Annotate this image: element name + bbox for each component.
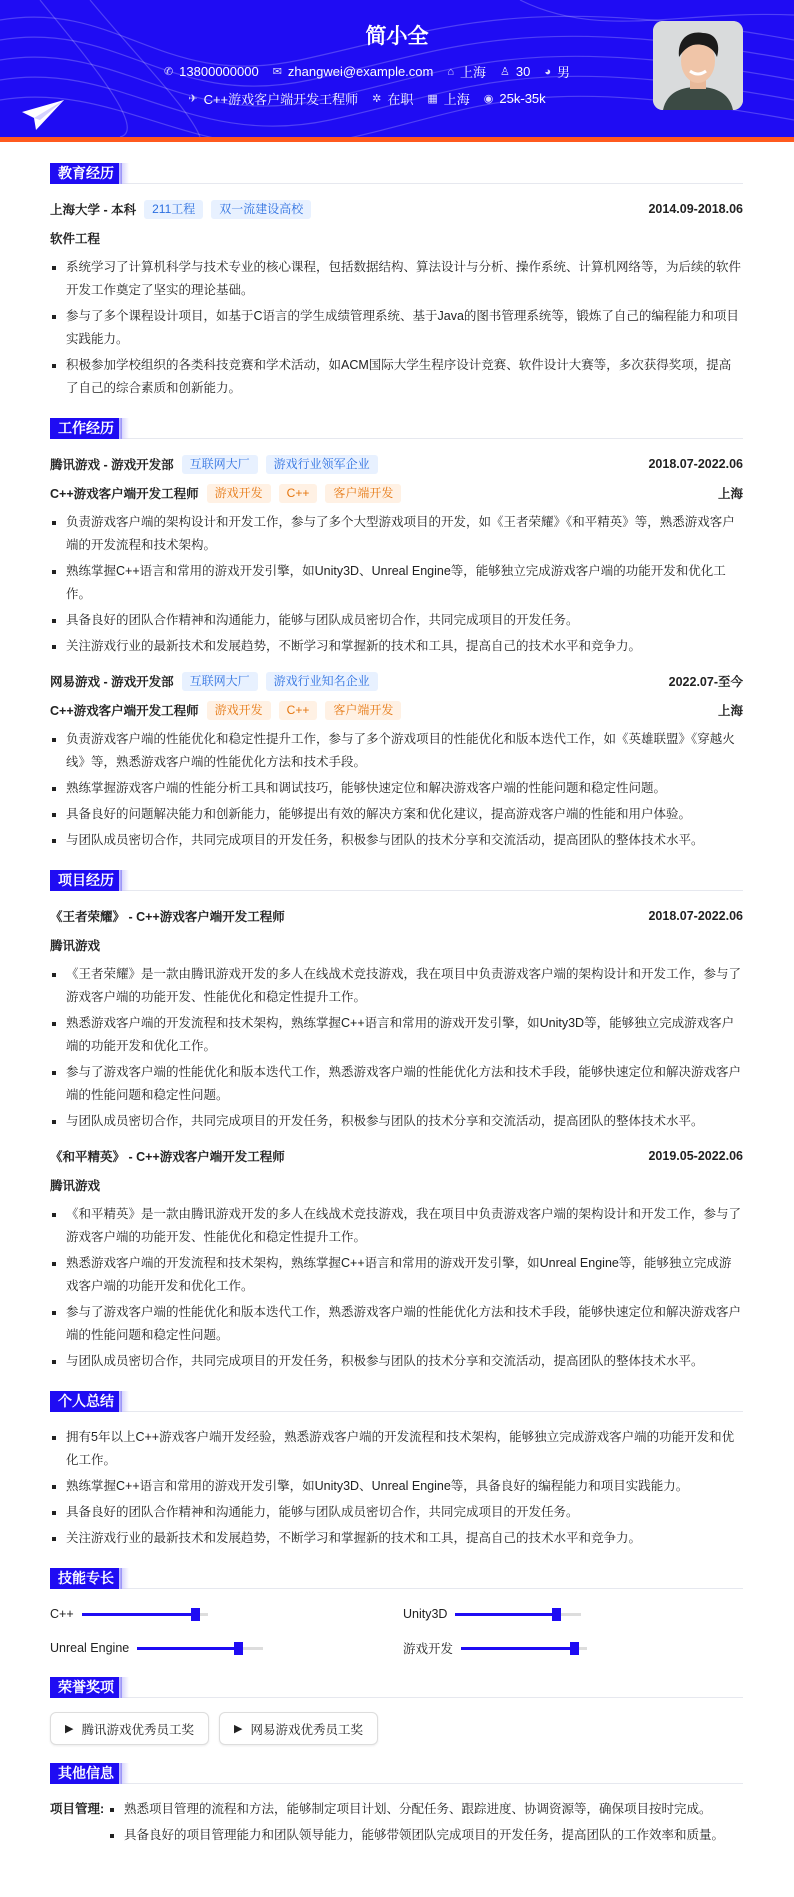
skill-level-bar xyxy=(82,1613,208,1616)
info-item xyxy=(372,89,413,108)
home-icon: ⌂ xyxy=(447,65,455,78)
project-header xyxy=(50,1145,743,1167)
company-tag: 游戏行业知名企业 xyxy=(266,672,378,691)
major: 软件工程 xyxy=(50,232,101,246)
skills-grid xyxy=(50,1603,743,1659)
info-item xyxy=(164,62,259,81)
project-org: 腾讯游戏 xyxy=(50,939,101,953)
skill-tag: 客户端开发 xyxy=(325,484,401,503)
company-tag: 互联网大厂 xyxy=(182,672,258,691)
skill-item xyxy=(403,1603,743,1625)
section-title: 教育经历 xyxy=(50,163,122,184)
candidate-name: 简小全 xyxy=(365,25,429,48)
skill-level-fill xyxy=(455,1613,556,1616)
bullet-item: 参与了游戏客户端的性能优化和版本迭代工作，熟悉游戏客户端的性能优化方法和技术手段，能够快速定位和解决游戏客户端的性能问题和稳定性问题。 xyxy=(50,1061,743,1107)
work-date: 2018.07-2022.06 xyxy=(648,457,743,471)
bullet-list xyxy=(50,728,743,852)
section-education xyxy=(50,163,743,400)
skill-item xyxy=(50,1603,403,1625)
bullet-item: 参与了多个课程设计项目，如基于C语言的学生成绩管理系统、基于Java的图书管理系统等，锻炼了自己的编程能力和项目实践能力。 xyxy=(50,305,743,351)
section-title: 荣誉奖项 xyxy=(50,1677,122,1698)
section-title: 技能专长 xyxy=(50,1568,122,1589)
bullet-item: 与团队成员密切合作，共同完成项目的开发任务，积极参与团队的技术分享和交流活动，提高团队的整体技术水平。 xyxy=(50,1350,743,1373)
info-item xyxy=(500,62,530,81)
mail-icon: ✉ xyxy=(272,66,282,78)
section-title: 项目经历 xyxy=(50,870,122,891)
company-tag: 游戏行业领军企业 xyxy=(266,455,378,474)
education-header xyxy=(50,198,743,220)
work-entry xyxy=(50,453,743,658)
info-text: 13800000000 xyxy=(179,64,259,79)
other-info-content xyxy=(108,1798,743,1850)
project-title: 《王者荣耀》 - C++游戏客户端开发工程师 xyxy=(50,910,285,924)
info-text: 25k-35k xyxy=(499,91,546,106)
info-text: zhangwei@example.com xyxy=(287,64,434,79)
bullet-item: 具备良好的项目管理能力和团队领导能力，能够带领团队完成项目的开发任务，提高团队的工作效率和质量。 xyxy=(108,1824,743,1847)
role-row xyxy=(50,482,743,504)
skill-level-knob xyxy=(552,1608,561,1621)
company-tag: 互联网大厂 xyxy=(182,455,258,474)
info-text: 上海 xyxy=(443,92,470,107)
section-title-decoration xyxy=(119,1763,129,1784)
section-title-decoration xyxy=(119,418,129,439)
salary-icon: ◉ xyxy=(483,93,494,105)
award-item[interactable] xyxy=(219,1712,378,1745)
job-role: C++游戏客户端开发工程师 xyxy=(50,704,199,718)
bullet-item: 熟练掌握C++语言和常用的游戏开发引擎，如Unity3D、Unreal Engine等，能够独立完成游戏客户端的功能开发和优化工作。 xyxy=(50,560,743,606)
skill-tag: 游戏开发 xyxy=(207,701,271,720)
skill-level-bar xyxy=(455,1613,581,1616)
skill-item xyxy=(403,1637,743,1659)
skill-tag: C++ xyxy=(279,484,318,503)
major-row xyxy=(50,227,743,249)
bullet-item: 积极参加学校组织的各类科技竞赛和学术活动，如ACM国际大学生程序设计竞赛、软件设计大赛等，多次获得奖项，提高了自己的综合素质和创新能力。 xyxy=(50,354,743,400)
skill-item xyxy=(50,1637,403,1659)
skill-name: Unreal Engine xyxy=(50,1641,130,1655)
skill-level-knob xyxy=(191,1608,200,1621)
project-header xyxy=(50,905,743,927)
project-org-row xyxy=(50,934,743,956)
award-item[interactable] xyxy=(50,1712,209,1745)
bullet-item: 熟练掌握C++语言和常用的游戏开发引擎，如Unity3D、Unreal Engine等，具备良好的编程能力和项目实践能力。 xyxy=(50,1475,743,1498)
work-city: 上海 xyxy=(717,487,743,501)
skill-name: 游戏开发 xyxy=(403,1642,454,1656)
info-text: C++游戏客户端开发工程师 xyxy=(203,92,359,107)
info-text: 在职 xyxy=(387,92,414,107)
resume-body xyxy=(50,163,743,1868)
skill-level-fill xyxy=(461,1647,574,1650)
skill-name: C++ xyxy=(50,1607,74,1621)
section-projects xyxy=(50,870,743,1373)
bullet-list xyxy=(50,511,743,658)
bullet-item: 具备良好的团队合作精神和沟通能力，能够与团队成员密切合作，共同完成项目的开发任务。 xyxy=(50,609,743,632)
section-title-decoration xyxy=(119,163,129,184)
company-name: 腾讯游戏 - 游戏开发部 xyxy=(50,458,174,472)
section-work xyxy=(50,418,743,852)
bullet-list xyxy=(50,1203,743,1373)
skill-level-bar xyxy=(461,1647,587,1650)
project-org-row xyxy=(50,1174,743,1196)
info-item xyxy=(484,89,546,108)
skill-level-fill xyxy=(137,1647,238,1650)
send-icon: ✈ xyxy=(188,93,198,105)
bullet-item: 系统学习了计算机科学与技术专业的核心课程，包括数据结构、算法设计与分析、操作系统、计算机网络等，为后续的软件开发工作奠定了坚实的理论基础。 xyxy=(50,256,743,302)
section-header xyxy=(50,1391,743,1412)
section-header xyxy=(50,870,743,891)
info-item xyxy=(447,62,486,81)
info-item xyxy=(427,89,469,108)
bullet-item: 负责游戏客户端的性能优化和稳定性提升工作，参与了多个游戏项目的性能优化和版本迭代工作，如《英雄联盟》《穿越火线》等，熟悉游戏客户端的性能优化方法和技术手段。 xyxy=(50,728,743,774)
section-title-decoration xyxy=(119,1391,129,1412)
job-role: C++游戏客户端开发工程师 xyxy=(50,487,199,501)
bullet-item: 熟悉游戏客户端的开发流程和技术架构，熟练掌握C++语言和常用的游戏开发引擎，如Unity3D等，能够独立完成游戏客户端的功能开发和优化工作。 xyxy=(50,1012,743,1058)
project-org: 腾讯游戏 xyxy=(50,1179,101,1193)
building-icon: ▦ xyxy=(427,93,438,105)
bullet-item: 熟悉项目管理的流程和方法，能够制定项目计划、分配任务、跟踪进度、协调资源等，确保项目按时完成。 xyxy=(108,1798,743,1821)
section-skills xyxy=(50,1568,743,1659)
skill-tag: C++ xyxy=(279,701,318,720)
work-header xyxy=(50,670,743,692)
bullet-item: 熟练掌握游戏客户端的性能分析工具和调试技巧，能够快速定位和解决游戏客户端的性能问题和稳定性问题。 xyxy=(50,777,743,800)
play-triangle-icon: ▶ xyxy=(233,1723,243,1735)
education-date: 2014.09-2018.06 xyxy=(648,202,743,216)
avatar xyxy=(653,21,743,110)
project-date: 2018.07-2022.06 xyxy=(648,909,743,923)
bullet-list xyxy=(108,1798,743,1847)
work-date: 2022.07-至今 xyxy=(668,675,743,689)
section-title: 其他信息 xyxy=(50,1763,122,1784)
awards-list xyxy=(50,1712,743,1745)
info-item xyxy=(273,62,434,81)
company-name: 网易游戏 - 游戏开发部 xyxy=(50,675,174,689)
info-text: 上海 xyxy=(460,65,487,80)
school-tag: 双一流建设高校 xyxy=(211,200,311,219)
section-header xyxy=(50,418,743,439)
school-tag: 211工程 xyxy=(144,200,203,219)
skill-name: Unity3D xyxy=(403,1607,448,1621)
award-name: 网易游戏优秀员工奖 xyxy=(250,1722,363,1737)
section-title: 工作经历 xyxy=(50,418,122,439)
education-entry xyxy=(50,198,743,400)
age-icon: ♙ xyxy=(500,66,510,78)
skill-level-knob xyxy=(570,1642,579,1655)
section-header xyxy=(50,1677,743,1698)
section-header xyxy=(50,1568,743,1589)
project-date: 2019.05-2022.06 xyxy=(648,1149,743,1163)
info-text: 30 xyxy=(515,64,531,79)
section-title: 个人总结 xyxy=(50,1391,122,1412)
status-icon: ✲ xyxy=(372,93,382,105)
role-row xyxy=(50,699,743,721)
other-info-row xyxy=(50,1798,743,1850)
skill-level-fill xyxy=(82,1613,195,1616)
bullet-item: 具备良好的问题解决能力和创新能力，能够提出有效的解决方案和优化建议，提高游戏客户端的性能和用户体验。 xyxy=(50,803,743,826)
bullet-item: 熟悉游戏客户端的开发流程和技术架构，熟练掌握C++语言和常用的游戏开发引擎，如Unreal Engine等，能够独立完成游戏客户端的功能开发和优化工作。 xyxy=(50,1252,743,1298)
project-entry xyxy=(50,1145,743,1373)
bullet-item: 《王者荣耀》是一款由腾讯游戏开发的多人在线战术竞技游戏，我在项目中负责游戏客户端的架构设计和开发工作，参与了游戏客户端的功能开发、性能优化和稳定性提升工作。 xyxy=(50,963,743,1009)
bullet-item: 参与了游戏客户端的性能优化和版本迭代工作，熟悉游戏客户端的性能优化方法和技术手段，能够快速定位和解决游戏客户端的性能问题和稳定性问题。 xyxy=(50,1301,743,1347)
work-city: 上海 xyxy=(717,704,743,718)
section-header xyxy=(50,1763,743,1784)
bullet-list xyxy=(50,256,743,400)
bullet-item: 与团队成员密切合作，共同完成项目的开发任务，积极参与团队的技术分享和交流活动，提高团队的整体技术水平。 xyxy=(50,1110,743,1133)
project-entry xyxy=(50,905,743,1133)
skill-level-knob xyxy=(234,1642,243,1655)
section-awards xyxy=(50,1677,743,1745)
section-title-decoration xyxy=(119,1568,129,1589)
resume-header xyxy=(0,0,794,137)
info-item xyxy=(544,62,570,81)
section-other xyxy=(50,1763,743,1850)
section-header xyxy=(50,163,743,184)
play-triangle-icon: ▶ xyxy=(65,1723,74,1735)
paper-plane-icon xyxy=(22,100,64,130)
bullet-item: 《和平精英》是一款由腾讯游戏开发的多人在线战术竞技游戏，我在项目中负责游戏客户端的架构设计和开发工作，参与了游戏客户端的功能开发、性能优化和稳定性提升工作。 xyxy=(50,1203,743,1249)
bullet-item: 具备良好的团队合作精神和沟通能力，能够与团队成员密切合作，共同完成项目的开发任务。 xyxy=(50,1501,743,1524)
bullet-item: 与团队成员密切合作，共同完成项目的开发任务，积极参与团队的技术分享和交流活动，提高团队的整体技术水平。 xyxy=(50,829,743,852)
bullet-item: 关注游戏行业的最新技术和发展趋势，不断学习和掌握新的技术和工具，提高自己的技术水平和竞争力。 xyxy=(50,1527,743,1550)
skill-level-bar xyxy=(137,1647,263,1650)
other-info-label: 项目管理: xyxy=(50,1802,105,1816)
section-summary xyxy=(50,1391,743,1550)
project-title: 《和平精英》 - C++游戏客户端开发工程师 xyxy=(50,1150,285,1164)
section-title-decoration xyxy=(119,1677,129,1698)
work-header xyxy=(50,453,743,475)
bullet-list xyxy=(50,1426,743,1550)
work-entry xyxy=(50,670,743,852)
section-title-decoration xyxy=(119,870,129,891)
accent-divider xyxy=(0,137,794,142)
school-name: 上海大学 - 本科 xyxy=(50,203,137,217)
award-name: 腾讯游戏优秀员工奖 xyxy=(81,1722,194,1737)
bullet-item: 负责游戏客户端的架构设计和开发工作，参与了多个大型游戏项目的开发，如《王者荣耀》《和平精英》等，熟悉游戏客户端的开发流程和技术架构。 xyxy=(50,511,743,557)
bullet-list xyxy=(50,963,743,1133)
bullet-item: 拥有5年以上C++游戏客户端开发经验，熟悉游戏客户端的开发流程和技术架构，能够独立完成游戏客户端的功能开发和优化工作。 xyxy=(50,1426,743,1472)
skill-tag: 游戏开发 xyxy=(207,484,271,503)
phone-icon: ✆ xyxy=(163,66,174,78)
gender-icon: ◕ xyxy=(544,65,552,78)
skill-tag: 客户端开发 xyxy=(325,701,401,720)
info-item xyxy=(188,89,358,108)
info-text: 男 xyxy=(557,65,571,80)
bullet-item: 关注游戏行业的最新技术和发展趋势，不断学习和掌握新的技术和工具，提高自己的技术水平和竞争力。 xyxy=(50,635,743,658)
